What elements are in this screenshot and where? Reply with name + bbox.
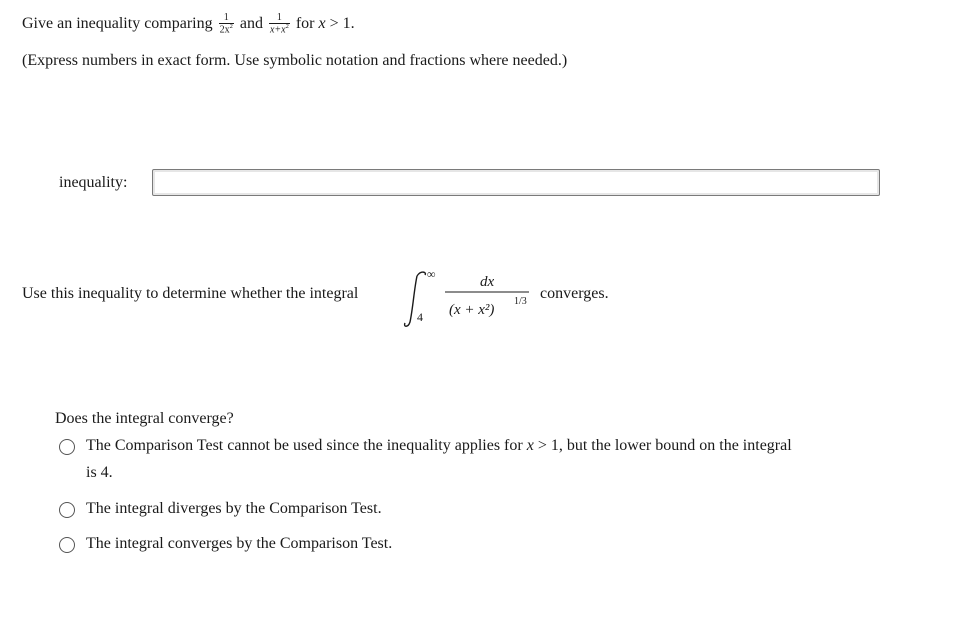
integral-denominator-base: (x + x²) xyxy=(449,302,495,318)
lower-limit: 4 xyxy=(417,310,423,324)
improper-integral xyxy=(401,267,541,330)
instruction-text: (Express numbers in exact form. Use symbolic notation and fractions where needed.) xyxy=(22,52,568,69)
converge-question: Does the integral converge? xyxy=(55,410,234,427)
option-label-cannot-use-line2[interactable]: is 4. xyxy=(86,464,113,481)
integral-prompt-text: Use this inequality to determine whether the integral xyxy=(22,285,359,302)
fraction-one-over-2x-squared: $\frac{1}{2x^2}$ xyxy=(219,12,233,36)
integral-prompt-after: converges. xyxy=(540,285,609,302)
inequality-input[interactable] xyxy=(152,169,880,196)
question-and: and xyxy=(239,14,263,32)
upper-limit: ∞ xyxy=(427,267,436,281)
integral-numerator: dx xyxy=(480,274,495,290)
integral-denominator-exponent: 1/3 xyxy=(514,296,527,307)
option-radio-cannot-use[interactable] xyxy=(59,439,75,455)
option-label-diverges[interactable]: The integral diverges by the Comparison Test. xyxy=(86,500,382,517)
option-label-cannot-use[interactable]: The Comparison Test cannot be used since the inequality applies for x > 1, but the lower bound on the integral xyxy=(86,437,792,454)
question-prefix: Give an inequality comparing xyxy=(22,14,213,32)
fraction-one-over-x-plus-x-squared: $\frac{1}{x+x^2}$ xyxy=(269,12,289,36)
question-for: for xyxy=(295,14,315,32)
inequality-label: inequality: xyxy=(59,174,128,191)
question-variable: x xyxy=(318,14,326,32)
question-text xyxy=(22,13,355,35)
option-radio-diverges[interactable] xyxy=(59,502,75,518)
option-radio-converges[interactable] xyxy=(59,537,75,553)
question-condition: > 1. xyxy=(329,14,355,32)
option-label-converges[interactable]: The integral converges by the Comparison Test. xyxy=(86,535,393,552)
